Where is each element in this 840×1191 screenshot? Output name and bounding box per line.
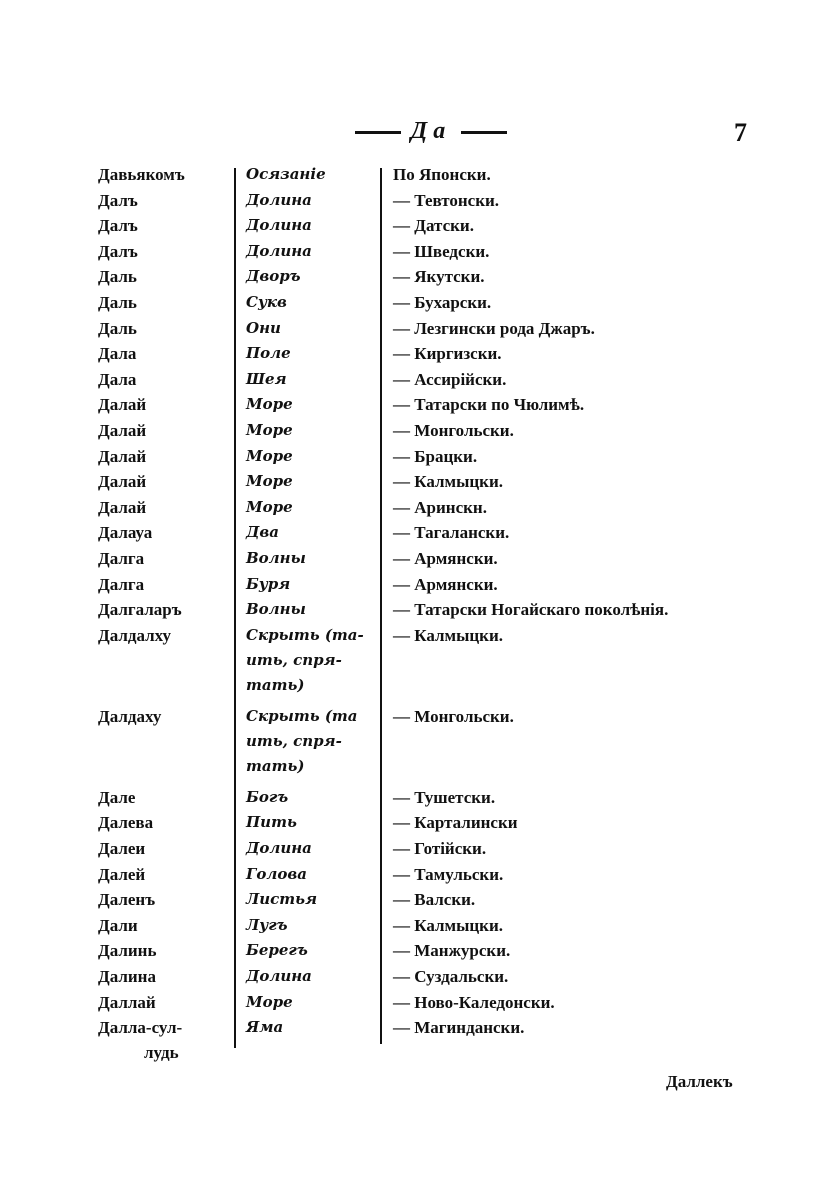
entry-language: — Якутски. [393, 267, 485, 287]
entry-meaning: Поле [246, 344, 291, 363]
entry-word: Далъ [98, 216, 138, 236]
entry-meaning: Скрыть (та ить, спря- тать) [246, 706, 358, 775]
entry-word: Даллай [98, 992, 156, 1012]
entry-word: Дале [98, 787, 136, 807]
entry-meaning: Долина [246, 241, 312, 260]
entry-meaning: Долина [246, 967, 312, 985]
entry-meaning: Два [246, 523, 279, 542]
entry-language: — Ново-Каледонски. [393, 992, 555, 1012]
entry-language: — Монгольски. [393, 421, 514, 440]
entry-word-line: лудь [144, 1043, 179, 1063]
entry-word: Далга [98, 574, 145, 594]
column-rule-left [234, 168, 236, 1048]
entry-meaning: Голова [246, 864, 307, 883]
header-dash-left [355, 131, 401, 134]
entry-meaning: Шея [246, 369, 287, 388]
entry-word: Далай [98, 395, 147, 415]
entry-word: Далгаларъ [98, 600, 182, 620]
entry-meaning: Дворъ [246, 267, 301, 286]
entry-word-line: Далла-сул- [98, 1018, 183, 1038]
entry-meaning: Море [246, 395, 293, 414]
entry-meaning: Пить [246, 813, 297, 832]
entry-meaning: Море [246, 446, 293, 465]
entry-word: Даль [98, 267, 137, 287]
entry-word: Далдалху [98, 625, 172, 645]
entry-word: Далина [98, 967, 156, 986]
entry-language: — Бухарски. [393, 293, 492, 312]
entry-language: — Лезгински рода Джаръ. [393, 318, 595, 338]
entry-meaning: Осязаніе [246, 165, 326, 183]
entry-language: — Татарски Ногайскаго поколѣнія. [393, 600, 669, 620]
entry-word: Далга [98, 549, 145, 568]
entry-word: Далеи [98, 839, 146, 858]
entry-language: — Манжурски. [393, 941, 511, 961]
entry-word: Далъ [98, 190, 138, 210]
entry-word: Даль [98, 293, 137, 312]
entry-language: — Суздальски. [393, 967, 509, 986]
entry-meaning: Скрыть (та- ить, спря- тать) [246, 625, 364, 694]
entry-word: Далай [98, 446, 147, 466]
header-title [336, 118, 526, 145]
entry-meaning: Они [246, 318, 281, 337]
entry-meaning: Сукв [246, 293, 287, 311]
entry-language: — Магиндански. [393, 1018, 525, 1038]
entry-meaning: Листья [246, 890, 318, 909]
running-header [0, 118, 840, 158]
entry-meaning: Море [246, 421, 293, 439]
column-rule-right [380, 168, 382, 1044]
entry-language: — Тевтонски. [393, 190, 500, 210]
entry-meaning: Море [246, 992, 293, 1011]
entry-language: — Тагалански. [393, 523, 510, 543]
entry-language: — Татарски по Чюлимѣ. [393, 395, 585, 415]
entry-language: — Калмыцки. [393, 915, 504, 935]
entry-language: — Тушетски. [393, 787, 496, 807]
entry-word: Далъ [98, 241, 138, 261]
entry-word: Даль [98, 318, 137, 338]
entry-language: — Аринскн. [393, 497, 487, 517]
entry-language: — Армянски. [393, 574, 498, 594]
entry-word: Далей [98, 864, 146, 884]
entry-meaning: Волны [246, 600, 306, 619]
entry-word: Далай [98, 497, 147, 517]
entry-meaning: Берегъ [246, 941, 308, 960]
page-number: 7 [734, 118, 747, 147]
entry-meaning: Волны [246, 549, 306, 567]
entry-language: — Готійски. [393, 839, 487, 858]
catchword: Даллекъ [666, 1072, 733, 1091]
entry-language: — Брацки. [393, 446, 478, 466]
entry-word: Дала [98, 369, 137, 389]
entry-word: Дала [98, 344, 137, 364]
entry-word: Далева [98, 813, 154, 833]
entry-language: — Тамульски. [393, 864, 504, 884]
entry-word: Далдаху [98, 706, 162, 726]
entry-meaning: Долина [246, 216, 312, 235]
entry-language: — Шведски. [393, 241, 490, 261]
entry-word [98, 1015, 182, 1065]
entry-language: — Карталински [393, 813, 518, 833]
entry-word: Дали [98, 915, 138, 935]
entry-meaning: Море [246, 472, 293, 491]
entry-language: — Армянски. [393, 549, 498, 568]
entry-language: — Ассирійски. [393, 369, 507, 389]
entry-language: — Датски. [393, 216, 474, 236]
entry-meaning: Долина [246, 839, 312, 857]
header-title-text: Да [410, 118, 452, 144]
entry-word: Далай [98, 421, 147, 440]
entry-word: Далинь [98, 941, 157, 961]
entry-language: — Монгольски. [393, 706, 514, 726]
entry-word: Даленъ [98, 890, 156, 910]
entry-word: Далауа [98, 523, 153, 543]
entry-meaning: Буря [246, 574, 291, 593]
entry-word: Далай [98, 472, 147, 492]
entry-language: — Киргизски. [393, 344, 502, 364]
entry-meaning: Долина [246, 190, 312, 209]
entry-language: По Японски. [393, 165, 491, 184]
entry-language: — Валски. [393, 890, 476, 910]
entry-meaning: Богъ [246, 787, 289, 806]
entry-meaning: Море [246, 497, 293, 516]
entry-language: — Калмыцки. [393, 625, 504, 645]
entry-meaning: Лугъ [246, 915, 288, 934]
entry-word: Давьякомъ [98, 165, 185, 184]
header-dash-right [461, 131, 507, 134]
entry-language: — Калмыцки. [393, 472, 504, 492]
entry-meaning: Яма [246, 1018, 284, 1037]
